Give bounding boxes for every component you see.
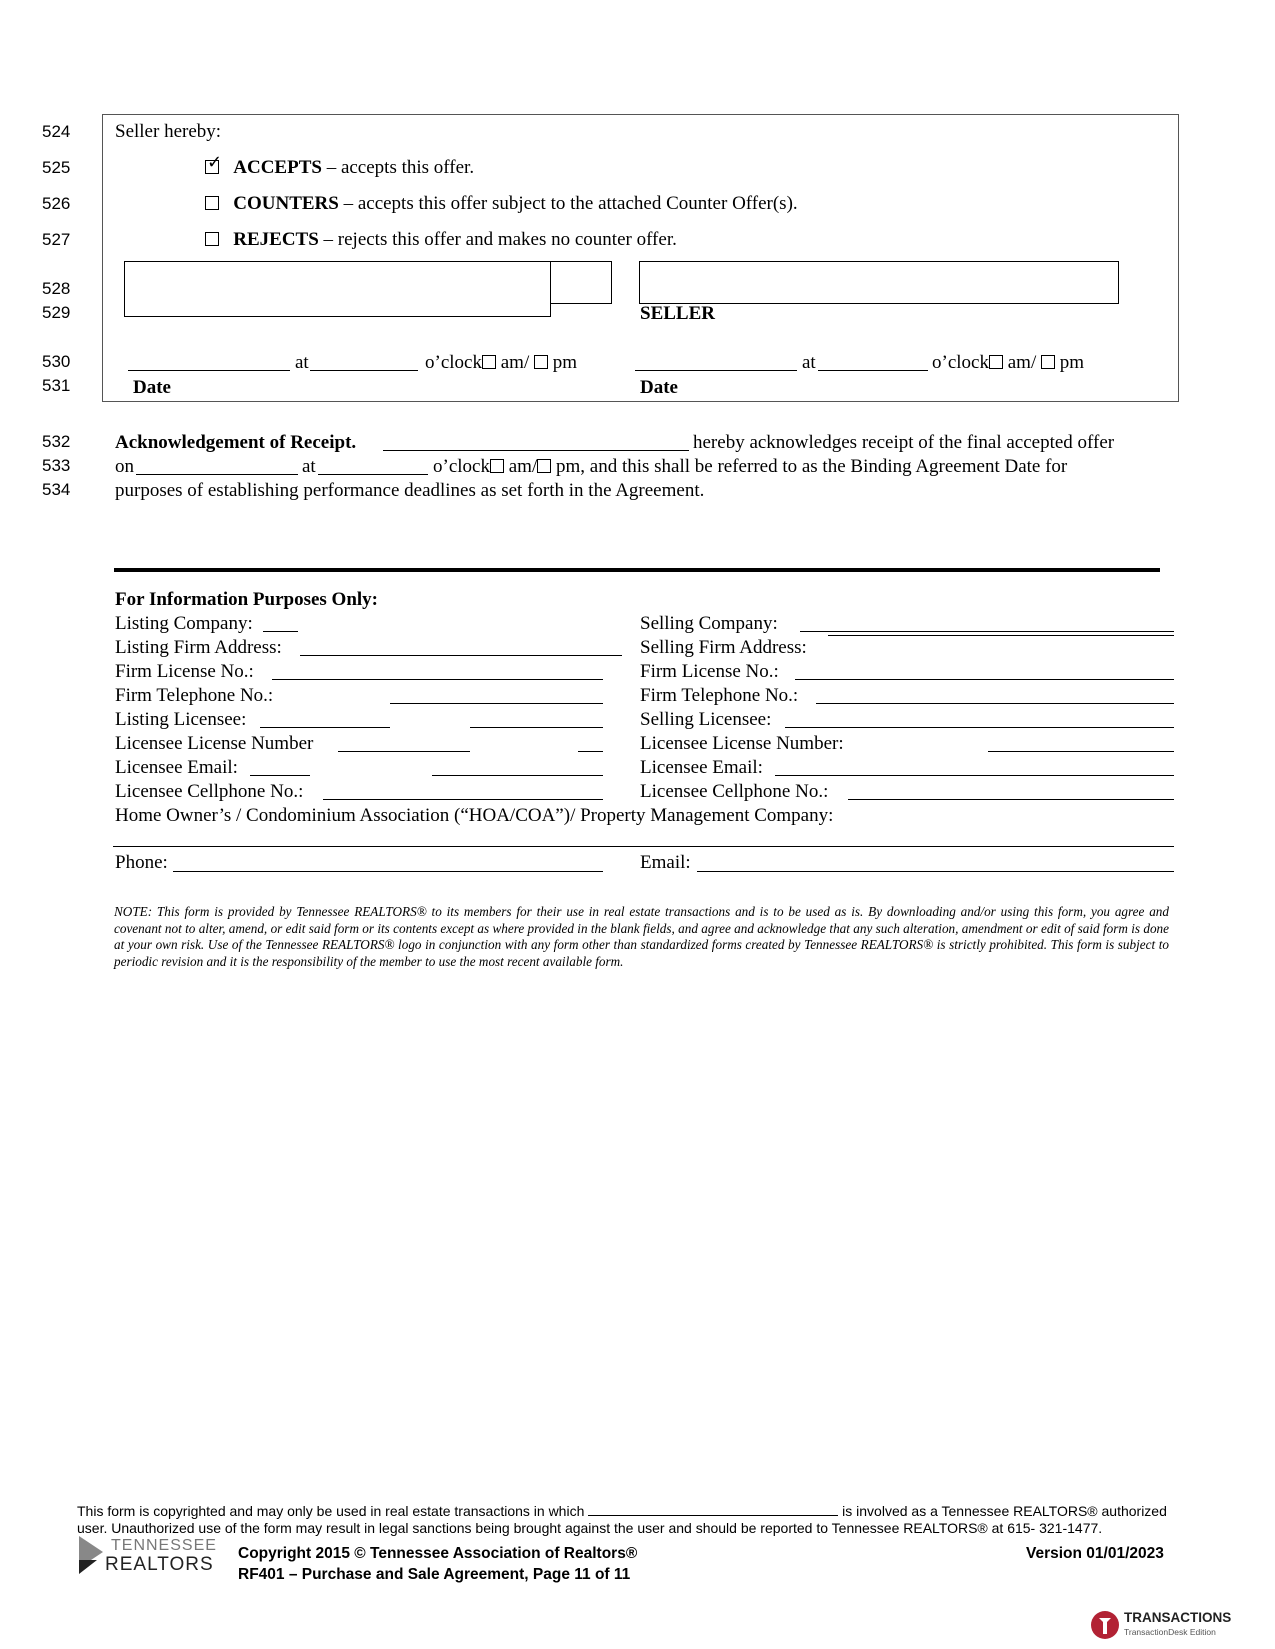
email-line[interactable] [697, 871, 1174, 872]
copyright-text-b: is involved as a Tennessee REALTORS® authorized [842, 1503, 1167, 1519]
am-checkbox[interactable] [482, 355, 496, 369]
option-label: ACCEPTS [233, 157, 322, 178]
brand-text-top: TRANSACTIONS [1124, 1610, 1232, 1625]
listing-firm-address-label: Listing Firm Address: [115, 637, 282, 658]
copyright-line: Copyright 2015 © Tennessee Association of Realtors® [238, 1545, 638, 1562]
copyright-text-a: This form is copyrighted and may only be used in real estate transactions in which [77, 1503, 585, 1519]
listing-company-line[interactable] [263, 631, 298, 632]
ack-name-line[interactable] [383, 450, 689, 451]
divider [114, 568, 1160, 572]
at-label: at [802, 352, 816, 373]
am-label: am/ [500, 352, 530, 373]
firm-telephone-label-right: Firm Telephone No.: [640, 685, 799, 706]
ack-text-3: purposes of establishing performance deadlines as set forth in the Agreement. [115, 480, 705, 501]
line-number: 530 [42, 352, 71, 371]
phone-label: Phone: [115, 852, 168, 873]
ack-time-row [433, 457, 1067, 476]
seller-signature-field-1[interactable] [124, 261, 551, 317]
pm-checkbox[interactable] [537, 459, 551, 473]
licensee-email-line[interactable] [250, 775, 310, 776]
option-accepts[interactable] [205, 158, 474, 177]
transactions-brand [1090, 1608, 1240, 1644]
signature-field-small[interactable] [548, 261, 612, 304]
logo-text-bottom: REALTORS [105, 1554, 214, 1575]
time-ampm-2 [932, 353, 1084, 372]
firm-license-label: Firm License No.: [115, 661, 254, 682]
licensee-license-line-right[interactable] [988, 751, 1174, 752]
time-ampm-1 [425, 353, 577, 372]
licensee-license-number-label-right: Licensee License Number: [640, 733, 844, 754]
oclock-label: o’clock [433, 456, 490, 477]
note-paragraph: NOTE: This form is provided by Tennessee REALTORS® to its members for their use in real estate transactions and is to be used as is. By downloading and/or using this form, you agree and covenant not to alter, amend, or edit said form or its contents except as where provided in the blank fields, and agree and acknowledge that any such alteration, amendment or edit of said form is done at your own risk. Use of the Tennessee REALTORS® logo in conjunction with any form other than standardized forms created by Tennessee REALTORS® is strictly prohibited. This form is subject to periodic revision and it is the responsibility of the member to use the most recent available form. [114, 904, 1169, 969]
selling-company-label: Selling Company: [640, 613, 778, 634]
line-number: 525 [42, 158, 71, 177]
tennessee-realtors-logo [77, 1534, 217, 1580]
pm-label: pm [552, 352, 578, 373]
licensee-cellphone-line[interactable] [323, 799, 603, 800]
licensee-email-line-2[interactable] [432, 775, 603, 776]
selling-company-line[interactable] [800, 631, 1174, 632]
info-heading: For Information Purposes Only: [115, 589, 379, 610]
listing-licensee-label: Listing Licensee: [115, 709, 247, 730]
hoa-label: Home Owner’s / Condominium Association (“HOA/COA”)/ Property Management Company: [115, 805, 834, 826]
line-number: 529 [42, 303, 71, 322]
phone-line[interactable] [173, 871, 603, 872]
selling-licensee-line[interactable] [785, 727, 1174, 728]
time-line-2[interactable] [818, 370, 928, 371]
licensee-cellphone-label-right: Licensee Cellphone No.: [640, 781, 829, 802]
pm-checkbox[interactable] [534, 355, 548, 369]
listing-company-label: Listing Company: [115, 613, 253, 634]
line-number: 528 [42, 279, 71, 298]
seller-hereby-heading: Seller hereby: [115, 121, 222, 142]
email-label: Email: [640, 852, 691, 873]
option-counters[interactable] [205, 194, 798, 213]
firm-telephone-line-right[interactable] [816, 703, 1174, 704]
firm-telephone-line[interactable] [390, 703, 603, 704]
time-line-1[interactable] [310, 370, 418, 371]
option-label: REJECTS [233, 229, 319, 250]
form-title: RF401 – Purchase and Sale Agreement, Page 11 of 11 [238, 1566, 631, 1583]
realtors-logo-icon [77, 1534, 107, 1576]
licensee-email-label-right: Licensee Email: [640, 757, 763, 778]
ack-date-line[interactable] [136, 474, 298, 475]
seller-label-2: SELLER [640, 303, 715, 324]
line-number: 524 [42, 122, 71, 141]
hoa-line[interactable] [113, 846, 1174, 847]
am-checkbox[interactable] [490, 459, 504, 473]
brand-text-bottom: TransactionDesk Edition [1124, 1627, 1216, 1637]
ack-text-2: pm, and this shall be referred to as the Binding Agreement Date for [555, 456, 1068, 477]
accepts-checkbox[interactable] [205, 160, 219, 174]
firm-telephone-label: Firm Telephone No.: [115, 685, 274, 706]
licensee-license-line-2[interactable] [578, 751, 603, 752]
line-number: 534 [42, 480, 71, 499]
version-label: Version 01/01/2023 [1026, 1545, 1164, 1562]
licensee-email-label: Licensee Email: [115, 757, 238, 778]
option-text: – rejects this offer and makes no counter offer. [318, 229, 677, 250]
am-label: am/ [1007, 352, 1037, 373]
ack-on-label: on [115, 456, 134, 477]
line-number: 527 [42, 230, 71, 249]
firm-license-line-right[interactable] [795, 679, 1174, 680]
selling-firm-address-line[interactable] [828, 635, 1174, 636]
line-number: 531 [42, 376, 71, 395]
licensee-email-line-right[interactable] [775, 775, 1174, 776]
ack-at-label: at [302, 456, 316, 477]
listing-firm-address-line[interactable] [300, 655, 622, 656]
line-number: 532 [42, 432, 71, 451]
option-label: COUNTERS [233, 193, 339, 214]
option-text: – accepts this offer. [321, 157, 475, 178]
licensee-cellphone-line-right[interactable] [848, 799, 1174, 800]
date-label-2: Date [640, 377, 678, 398]
line-number: 526 [42, 194, 71, 213]
at-label: at [295, 352, 309, 373]
licensee-license-number-label: Licensee License Number [115, 733, 314, 754]
counters-checkbox[interactable] [205, 196, 219, 210]
am-label: am/ [508, 456, 538, 477]
selling-firm-address-label: Selling Firm Address: [640, 637, 807, 658]
listing-licensee-line-2[interactable] [470, 727, 603, 728]
copyright-notice-line1 [77, 1503, 1167, 1519]
seller-signature-field-2[interactable] [639, 261, 1119, 304]
licensee-license-line[interactable] [338, 751, 470, 752]
option-rejects[interactable] [205, 230, 677, 249]
date-line-1[interactable] [128, 370, 290, 371]
ack-time-line[interactable] [318, 474, 428, 475]
date-label-1: Date [133, 377, 171, 398]
firm-license-line[interactable] [272, 679, 603, 680]
oclock-label: o’clock [425, 352, 482, 373]
copyright-notice-line2: user. Unauthorized use of the form may result in legal sanctions being brought against the user and should be reported to Tennessee REALTORS® at 615- 321-1477. [77, 1520, 1103, 1536]
rejects-checkbox[interactable] [205, 232, 219, 246]
am-checkbox[interactable] [989, 355, 1003, 369]
firm-license-label-right: Firm License No.: [640, 661, 779, 682]
ack-text-1: hereby acknowledges receipt of the final accepted offer [693, 432, 1115, 453]
transactions-logo-icon [1090, 1610, 1120, 1640]
selling-licensee-label: Selling Licensee: [640, 709, 772, 730]
authorized-user-line[interactable] [588, 1505, 838, 1516]
line-number: 533 [42, 456, 71, 475]
pm-checkbox[interactable] [1041, 355, 1055, 369]
listing-licensee-line[interactable] [260, 727, 390, 728]
pm-label: pm [1059, 352, 1085, 373]
date-line-2[interactable] [635, 370, 797, 371]
logo-text-top: TENNESSEE [111, 1537, 217, 1554]
acknowledgement-title: Acknowledgement of Receipt. [115, 432, 357, 453]
licensee-cellphone-label: Licensee Cellphone No.: [115, 781, 304, 802]
oclock-label: o’clock [932, 352, 989, 373]
option-text: – accepts this offer subject to the attached Counter Offer(s). [338, 193, 798, 214]
